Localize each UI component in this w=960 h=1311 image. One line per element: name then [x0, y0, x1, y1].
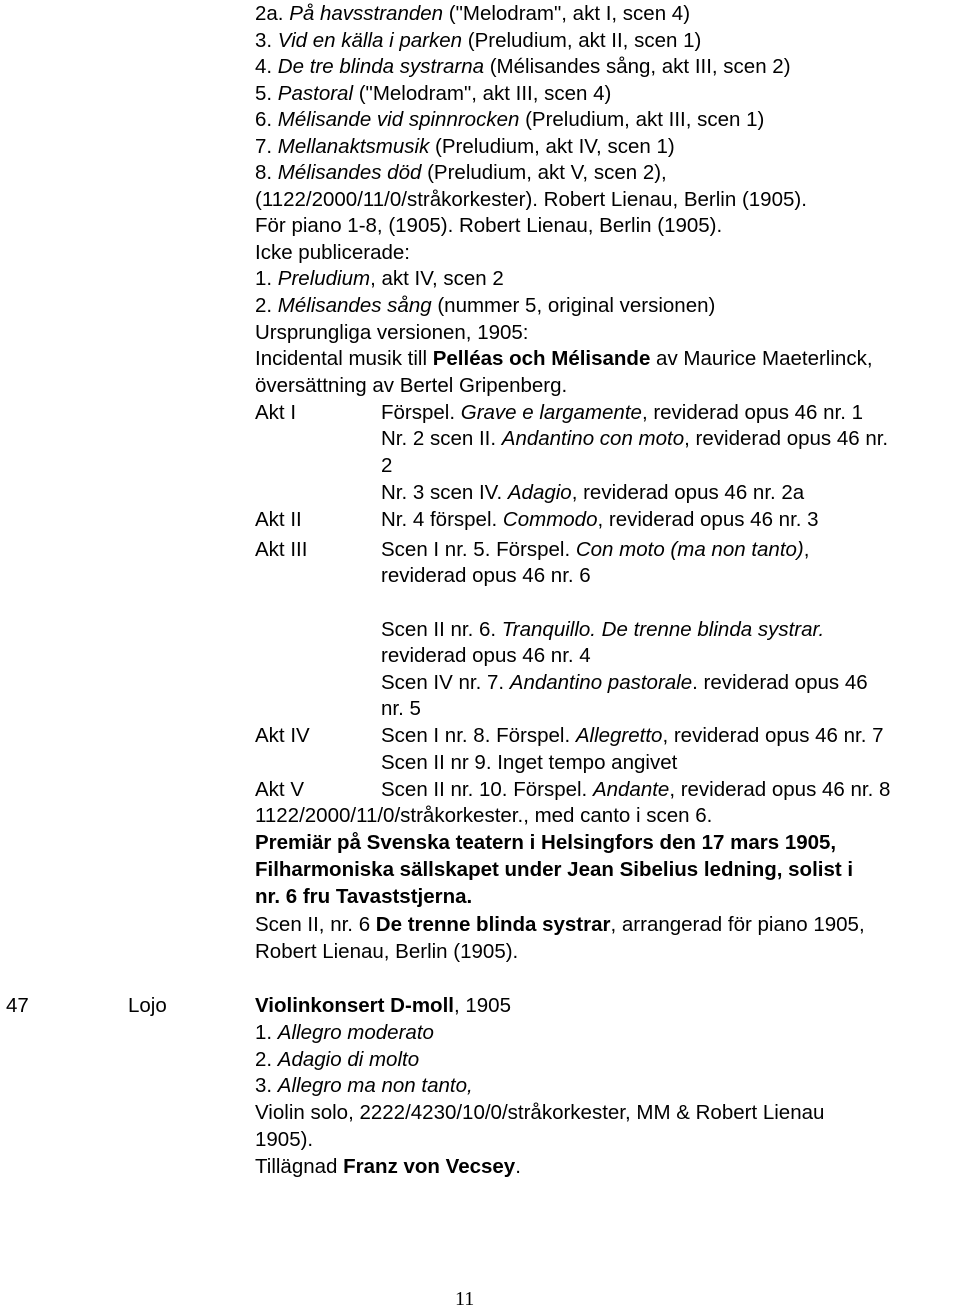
original-version-line: Ursprungliga versionen, 1905: — [255, 321, 529, 344]
movement-item: 3. Allegro ma non tanto, — [255, 1074, 473, 1097]
act-row: Scen II nr. 10. Förspel. Andante, reviderad opus 46 nr. 8 — [381, 778, 891, 801]
act-row: Nr. 2 scen II. Andantino con moto, reviderad opus 46 nr. — [381, 427, 889, 450]
translation-line: översättning av Bertel Gripenberg. — [255, 374, 568, 397]
act-row: nr. 5 — [381, 697, 421, 720]
arrangement-line: Robert Lienau, Berlin (1905). — [255, 940, 519, 963]
act-row: Scen II nr 9. Inget tempo angivet — [381, 751, 678, 774]
page-number: 11 — [455, 1288, 475, 1310]
unpublished-heading: Icke publicerade: — [255, 241, 410, 264]
act-row: Scen I nr. 8. Förspel. Allegretto, reviderad opus 46 nr. 7 — [381, 724, 884, 747]
act-row: reviderad opus 46 nr. 4 — [381, 644, 591, 667]
act-label: Akt II — [255, 508, 302, 531]
list-item: 5. Pastoral ("Melodram", akt III, scen 4) — [255, 82, 612, 105]
list-item: 6. Mélisande vid spinnrocken (Preludium, akt III, scen 1) — [255, 108, 765, 131]
entry-place: Lojo — [128, 994, 167, 1017]
piano-line: För piano 1-8, (1905). Robert Lienau, Berlin (1905). — [255, 214, 723, 237]
premiere-line: Premiär på Svenska teatern i Helsingfors den 17 mars 1905, — [255, 831, 837, 854]
list-item: 8. Mélisandes död (Preludium, akt V, scen 2), — [255, 161, 667, 184]
premiere-line: Filharmoniska sällskapet under Jean Sibelius ledning, solist i — [255, 858, 854, 881]
orchestration-line: 1122/2000/11/0/stråkorkester., med canto i scen 6. — [255, 804, 713, 827]
orchestration-line: (1122/2000/11/0/stråkorkester). Robert Lienau, Berlin (1905). — [255, 188, 807, 211]
list-item: 2a. På havsstranden ("Melodram", akt I, scen 4) — [255, 2, 691, 25]
act-row: 2 — [381, 454, 393, 477]
premiere-line: nr. 6 fru Tavaststjerna. — [255, 885, 473, 908]
act-label: Akt V — [255, 778, 304, 801]
act-row: Scen I nr. 5. Förspel. Con moto (ma non tanto), — [381, 538, 810, 561]
act-row: Nr. 4 förspel. Commodo, reviderad opus 46 nr. 3 — [381, 508, 819, 531]
act-row: Scen II nr. 6. Tranquillo. De trenne blinda systrar. — [381, 618, 825, 641]
movement-item: 2. Adagio di molto — [255, 1048, 420, 1071]
act-row: reviderad opus 46 nr. 6 — [381, 564, 591, 587]
entry-title: Violinkonsert D-moll, 1905 — [255, 994, 511, 1017]
scoring-line: 1905). — [255, 1128, 314, 1151]
list-item: 4. De tre blinda systrarna (Mélisandes sång, akt III, scen 2) — [255, 55, 791, 78]
list-item: 7. Mellanaktsmusik (Preludium, akt IV, scen 1) — [255, 135, 675, 158]
act-row: Nr. 3 scen IV. Adagio, reviderad opus 46 nr. 2a — [381, 481, 805, 504]
scoring-line: Violin solo, 2222/4230/10/0/stråkorkester, MM & Robert Lienau — [255, 1101, 825, 1124]
incidental-line: Incidental musik till Pelléas och Mélisande av Maurice Maeterlinck, — [255, 347, 873, 370]
movement-item: 1. Allegro moderato — [255, 1021, 434, 1044]
act-row: Förspel. Grave e largamente, reviderad opus 46 nr. 1 — [381, 401, 864, 424]
act-label: Akt III — [255, 538, 308, 561]
act-label: Akt IV — [255, 724, 310, 747]
act-label: Akt I — [255, 401, 297, 424]
arrangement-line: Scen II, nr. 6 De trenne blinda systrar, arrangerad för piano 1905, — [255, 913, 865, 936]
dedication-line: Tillägnad Franz von Vecsey. — [255, 1155, 521, 1178]
list-item: 2. Mélisandes sång (nummer 5, original versionen) — [255, 294, 716, 317]
list-item: 3. Vid en källa i parken (Preludium, akt II, scen 1) — [255, 29, 702, 52]
entry-number: 47 — [6, 994, 29, 1017]
act-row: Scen IV nr. 7. Andantino pastorale. reviderad opus 46 — [381, 671, 868, 694]
list-item: 1. Preludium, akt IV, scen 2 — [255, 267, 504, 290]
